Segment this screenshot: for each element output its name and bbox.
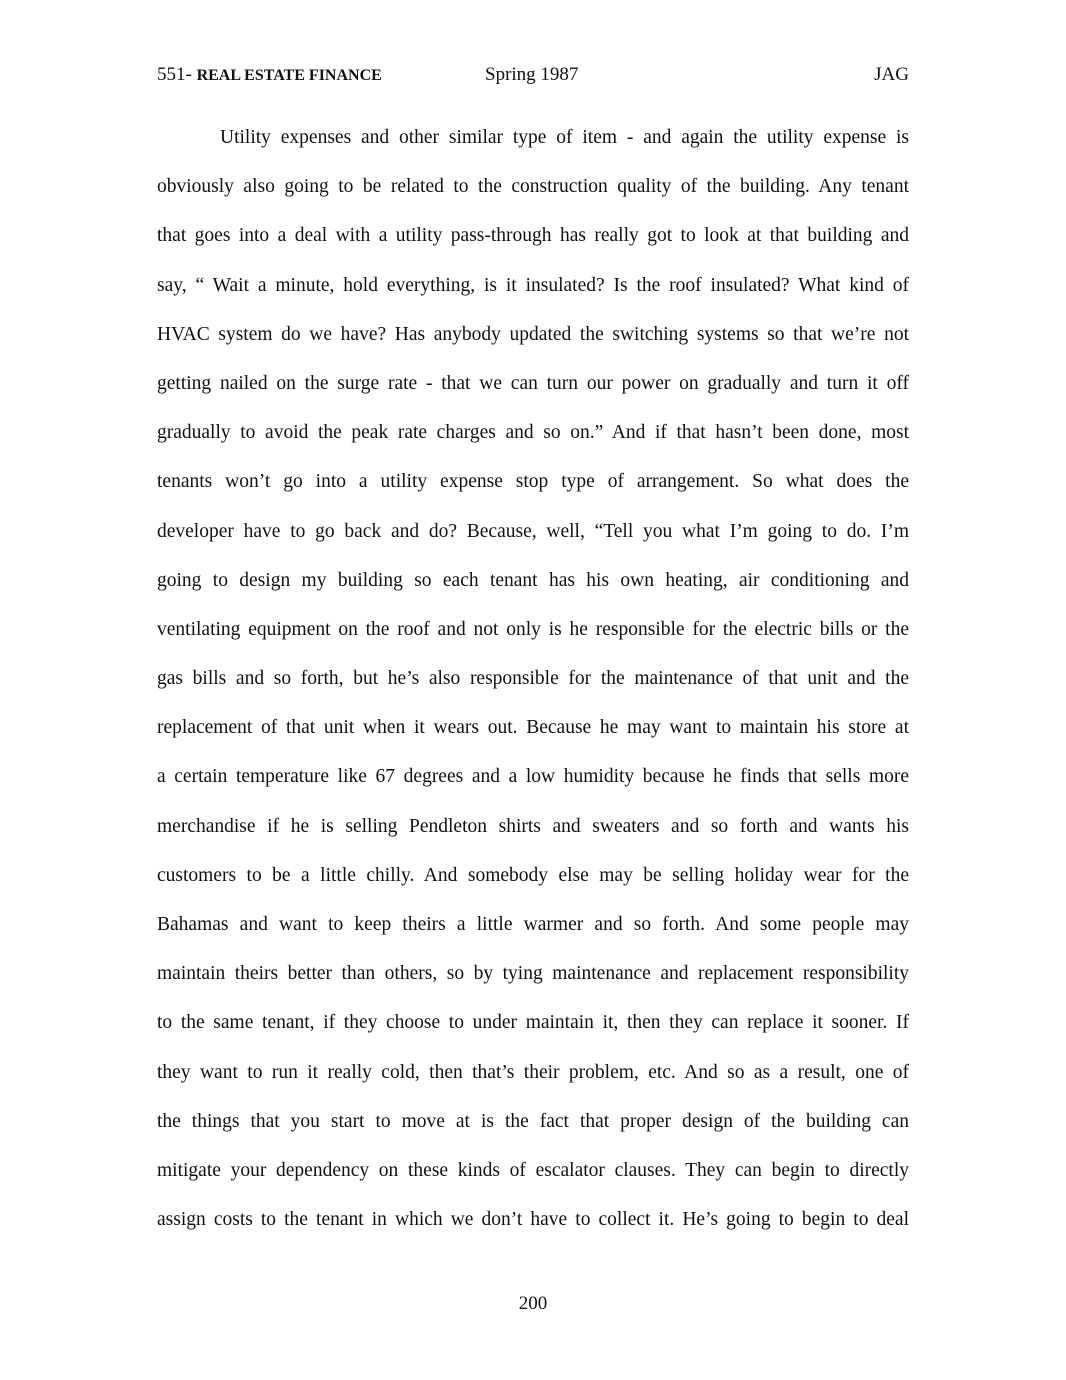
course-label bbox=[157, 64, 382, 86]
text-line: Utility expenses and other similar type of item - and again the utility expense is bbox=[220, 127, 909, 148]
text-line: assign costs to the tenant in which we don’t have to collect it. He’s going to begin to deal bbox=[157, 1209, 909, 1231]
text-line: that goes into a deal with a utility pass-through has really got to look at that building and bbox=[157, 225, 909, 247]
course-title: REAL ESTATE FINANCE bbox=[196, 67, 382, 84]
term: Spring 1987 bbox=[485, 64, 579, 85]
text-line: merchandise if he is selling Pendleton shirts and sweaters and so forth and wants his bbox=[157, 815, 909, 837]
text-line: developer have to go back and do? Because, well, “Tell you what I’m going to do. I’m bbox=[157, 520, 909, 542]
text-line: the things that you start to move at is the fact that proper design of the building can bbox=[157, 1110, 909, 1132]
author-initials: JAG bbox=[874, 64, 909, 85]
text-line: obviously also going to be related to the construction quality of the building. Any tenant bbox=[157, 176, 909, 198]
text-line: HVAC system do we have? Has anybody updated the switching systems so that we’re not bbox=[157, 323, 909, 345]
text-line: getting nailed on the surge rate - that we can turn our power on gradually and turn it off bbox=[157, 372, 909, 394]
text-line: to the same tenant, if they choose to under maintain it, then they can replace it sooner. If bbox=[157, 1012, 909, 1034]
body-paragraph bbox=[157, 113, 909, 1244]
text-line: they want to run it really cold, then that’s their problem, etc. And so as a result, one of bbox=[157, 1061, 909, 1083]
text-line: gas bills and so forth, but he’s also responsible for the maintenance of that unit and the bbox=[157, 668, 909, 690]
text-line: Bahamas and want to keep theirs a little warmer and so forth. And some people may bbox=[157, 914, 909, 935]
text-line: mitigate your dependency on these kinds of escalator clauses. They can begin to directly bbox=[157, 1159, 909, 1181]
text-line: a certain temperature like 67 degrees and a low humidity because he finds that sells more bbox=[157, 766, 909, 788]
text-line: gradually to avoid the peak rate charges and so on.” And if that hasn’t been done, most bbox=[157, 422, 909, 444]
text-line: ventilating equipment on the roof and not only is he responsible for the electric bills or the bbox=[157, 618, 909, 640]
text-line: tenants won’t go into a utility expense stop type of arrangement. So what does the bbox=[157, 471, 909, 493]
text-line: going to design my building so each tenant has his own heating, air conditioning and bbox=[157, 569, 909, 591]
page-header bbox=[157, 64, 909, 90]
text-line: replacement of that unit when it wears out. Because he may want to maintain his store at bbox=[157, 717, 909, 739]
course-number: 551- bbox=[157, 64, 197, 85]
text-line: say, “ Wait a minute, hold everything, is it insulated? Is the roof insulated? What kind of bbox=[157, 274, 909, 296]
text-line: maintain theirs better than others, so by tying maintenance and replacement responsibility bbox=[157, 963, 909, 985]
page-number: 200 bbox=[518, 1293, 548, 1314]
text-line: customers to be a little chilly. And somebody else may be selling holiday wear for the bbox=[157, 864, 909, 886]
